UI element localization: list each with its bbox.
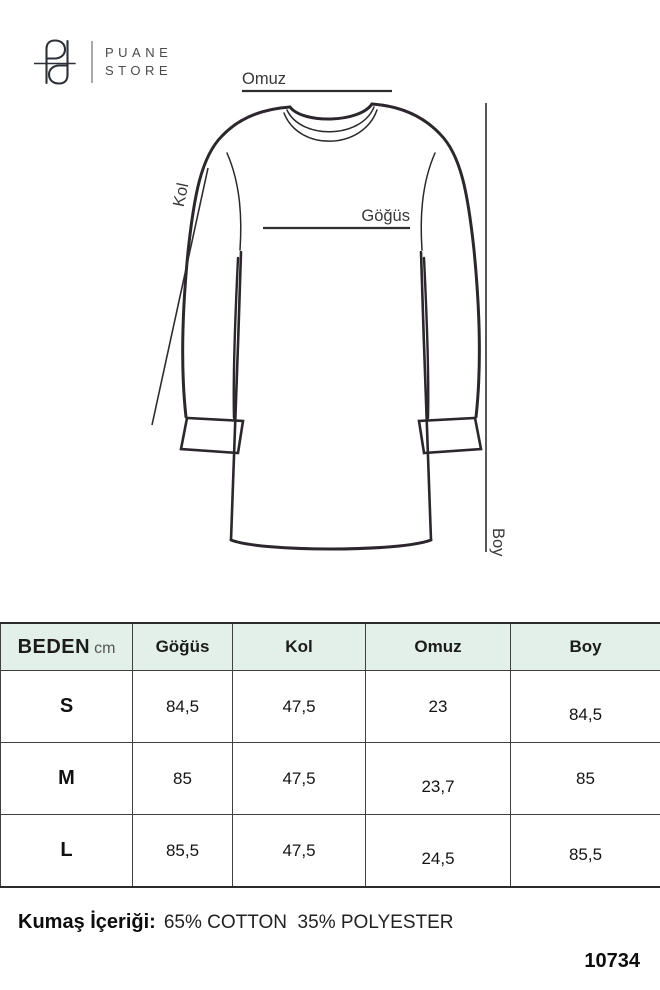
header-cell-shoulder: Omuz bbox=[366, 623, 511, 671]
value-cell: 85 bbox=[133, 743, 233, 815]
table-row-l bbox=[1, 815, 660, 888]
chest-label: Göğüs bbox=[361, 207, 410, 225]
value-cell: 85,5 bbox=[133, 815, 233, 888]
brand-monogram-icon bbox=[34, 37, 80, 87]
unit-label: cm bbox=[94, 639, 116, 657]
size-cell: M bbox=[1, 743, 133, 815]
brand-name-line2: STORE bbox=[105, 63, 173, 78]
value-cell: 47,5 bbox=[233, 671, 366, 743]
neckline-outer bbox=[290, 104, 372, 119]
garment-outline bbox=[181, 104, 481, 549]
header-cell-beden bbox=[1, 623, 133, 671]
sleeve-label: Kol bbox=[169, 181, 193, 209]
length-label: Boy bbox=[489, 528, 507, 557]
garment-diagram bbox=[95, 58, 515, 563]
fabric-content-value: 65% COTTON 35% POLYESTER bbox=[163, 912, 454, 933]
right-armhole-curve bbox=[421, 153, 435, 250]
brand-name-line1: PUANE bbox=[105, 45, 173, 60]
header-cell-chest: Göğüs bbox=[133, 623, 233, 671]
table-row-m bbox=[1, 743, 660, 815]
value-cell: 84,5 bbox=[511, 671, 660, 743]
value-cell: 24,5 bbox=[366, 815, 511, 888]
header-cell-length: Boy bbox=[511, 623, 660, 671]
size-cell: L bbox=[1, 815, 133, 888]
beden-label: BEDEN bbox=[17, 635, 91, 658]
value-cell: 85 bbox=[511, 743, 660, 815]
header-cell-sleeve: Kol bbox=[233, 623, 366, 671]
value-cell: 47,5 bbox=[233, 743, 366, 815]
product-code: 10734 bbox=[584, 950, 640, 972]
header-row bbox=[1, 623, 660, 671]
size-cell: S bbox=[1, 671, 133, 743]
table-row-s bbox=[1, 671, 660, 743]
size-table bbox=[0, 622, 660, 888]
value-cell: 47,5 bbox=[233, 815, 366, 888]
measurement-lines bbox=[152, 91, 486, 552]
value-cell: 84,5 bbox=[133, 671, 233, 743]
value-cell: 85,5 bbox=[511, 815, 660, 888]
shoulder-label: Omuz bbox=[242, 70, 287, 88]
fabric-content-row bbox=[18, 911, 454, 934]
hem-line bbox=[231, 540, 431, 549]
brand-divider bbox=[91, 41, 93, 83]
value-cell: 23 bbox=[366, 671, 511, 743]
fabric-content-label: Kumaş İçeriği: bbox=[18, 911, 156, 933]
size-table-header bbox=[1, 623, 660, 671]
left-armhole-curve bbox=[227, 153, 241, 250]
value-cell: 23,7 bbox=[366, 743, 511, 815]
